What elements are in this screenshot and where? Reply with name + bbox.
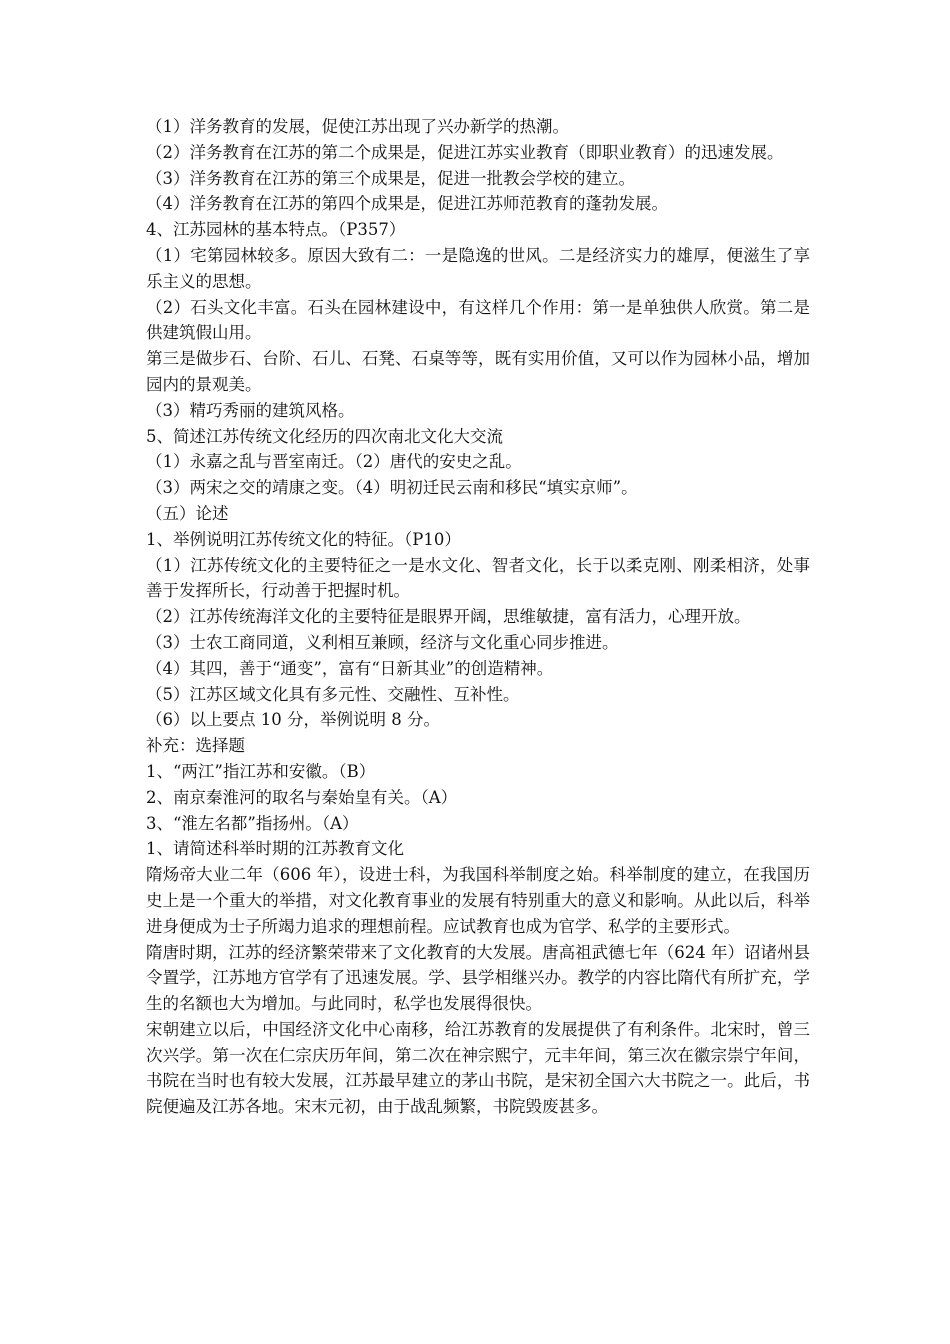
text-line: 3、“淮左名都”指扬州。（A） <box>146 813 359 833</box>
section-heading: 1、举例说明江苏传统文化的特征。（P10） <box>146 529 461 549</box>
text-line: （2）石头文化丰富。石头在园林建设中，有这样几个作用：第一是单独供人欣赏。第二是供建筑假山用。 <box>146 297 810 343</box>
text-line: （3）精巧秀丽的建筑风格。 <box>146 400 355 420</box>
section-heading: 补充：选择题 <box>146 736 245 756</box>
section-heading: （五）论述 <box>146 503 229 523</box>
section-heading: 1、请简述科举时期的江苏教育文化 <box>146 839 404 859</box>
text-line: （2）江苏传统海洋文化的主要特征是眼界开阔，思维敏捷，富有活力，心理开放。 <box>146 607 751 627</box>
text-line: （1）永嘉之乱与晋室南迁。（2）唐代的安史之乱。 <box>146 452 522 472</box>
paragraph: 宋朝建立以后，中国经济文化中心南移，给江苏教育的发展提供了有利条件。北宋时，曾三次兴学。第一次在仁宗庆历年间，第二次在神宗熙宁，元丰年间，第三次在徽宗崇宁年间，书院在当时也有较大发展，江苏最早建立的茅山书院，是宋初全国六大书院之一。此后，书院便遍及江苏各地。宋末元初，由于战乱频繁，书院毁废甚多。 <box>146 1019 810 1117</box>
text-line: （3）洋务教育在江苏的第三个成果是，促进一批教会学校的建立。 <box>146 168 635 188</box>
text-line: 1、“两江”指江苏和安徽。（B） <box>146 761 376 781</box>
paragraph: 隋炀帝大业二年（606 年），设进士科，为我国科举制度之始。科举制度的建立，在我国历史上是一个重大的举措，对文化教育事业的发展有特别重大的意义和影响。从此以后，科举进身便成为士子所竭力追求的理想前程。应试教育也成为官学、私学的主要形式。 <box>146 865 810 936</box>
section-heading: 5、简述江苏传统文化经历的四次南北文化大交流 <box>146 426 503 446</box>
text-line: 2、南京秦淮河的取名与秦始皇有关。（A） <box>146 787 458 807</box>
text-line: （1）江苏传统文化的主要特征之一是水文化、智者文化，长于以柔克刚、刚柔相济，处事善于发挥所长，行动善于把握时机。 <box>146 555 810 601</box>
document-body <box>146 114 810 1120</box>
text-line: （3）士农工商同道，义利相互兼顾，经济与文化重心同步推进。 <box>146 632 619 652</box>
text-line: （5）江苏区域文化具有多元性、交融性、互补性。 <box>146 684 520 704</box>
text-line: （3）两宋之交的靖康之变。（4）明初迁民云南和移民“填实京师”。 <box>146 478 638 498</box>
paragraph: 隋唐时期，江苏的经济繁荣带来了文化教育的大发展。唐高祖武德七年（624 年）诏诸州县令置学，江苏地方官学有了迅速发展。学、县学相继兴办。教学的内容比隋代有所扩充，学生的名额也大为增加。与此同时，私学也发展得很快。 <box>146 942 810 1014</box>
text-line: （4）洋务教育在江苏的第四个成果是，促进江苏师范教育的蓬勃发展。 <box>146 194 668 214</box>
text-line: （6）以上要点 10 分，举例说明 8 分。 <box>146 710 440 730</box>
text-line: （2）洋务教育在江苏的第二个成果是，促进江苏实业教育（即职业教育）的迅速发展。 <box>146 142 784 162</box>
text-line: （4）其四，善于“通变”，富有“日新其业”的创造精神。 <box>146 658 554 678</box>
section-heading: 4、江苏园林的基本特点。（P357） <box>146 220 406 240</box>
text-line: 第三是做步石、台阶、石儿、石凳、石桌等等，既有实用价值，又可以作为园林小品，增加园内的景观美。 <box>146 349 810 394</box>
text-line: （1）洋务教育的发展，促使江苏出现了兴办新学的热潮。 <box>146 117 569 136</box>
text-line: （1）宅第园林较多。原因大致有二：一是隐逸的世风。二是经济实力的雄厚，便滋生了享乐主义的思想。 <box>146 245 810 291</box>
